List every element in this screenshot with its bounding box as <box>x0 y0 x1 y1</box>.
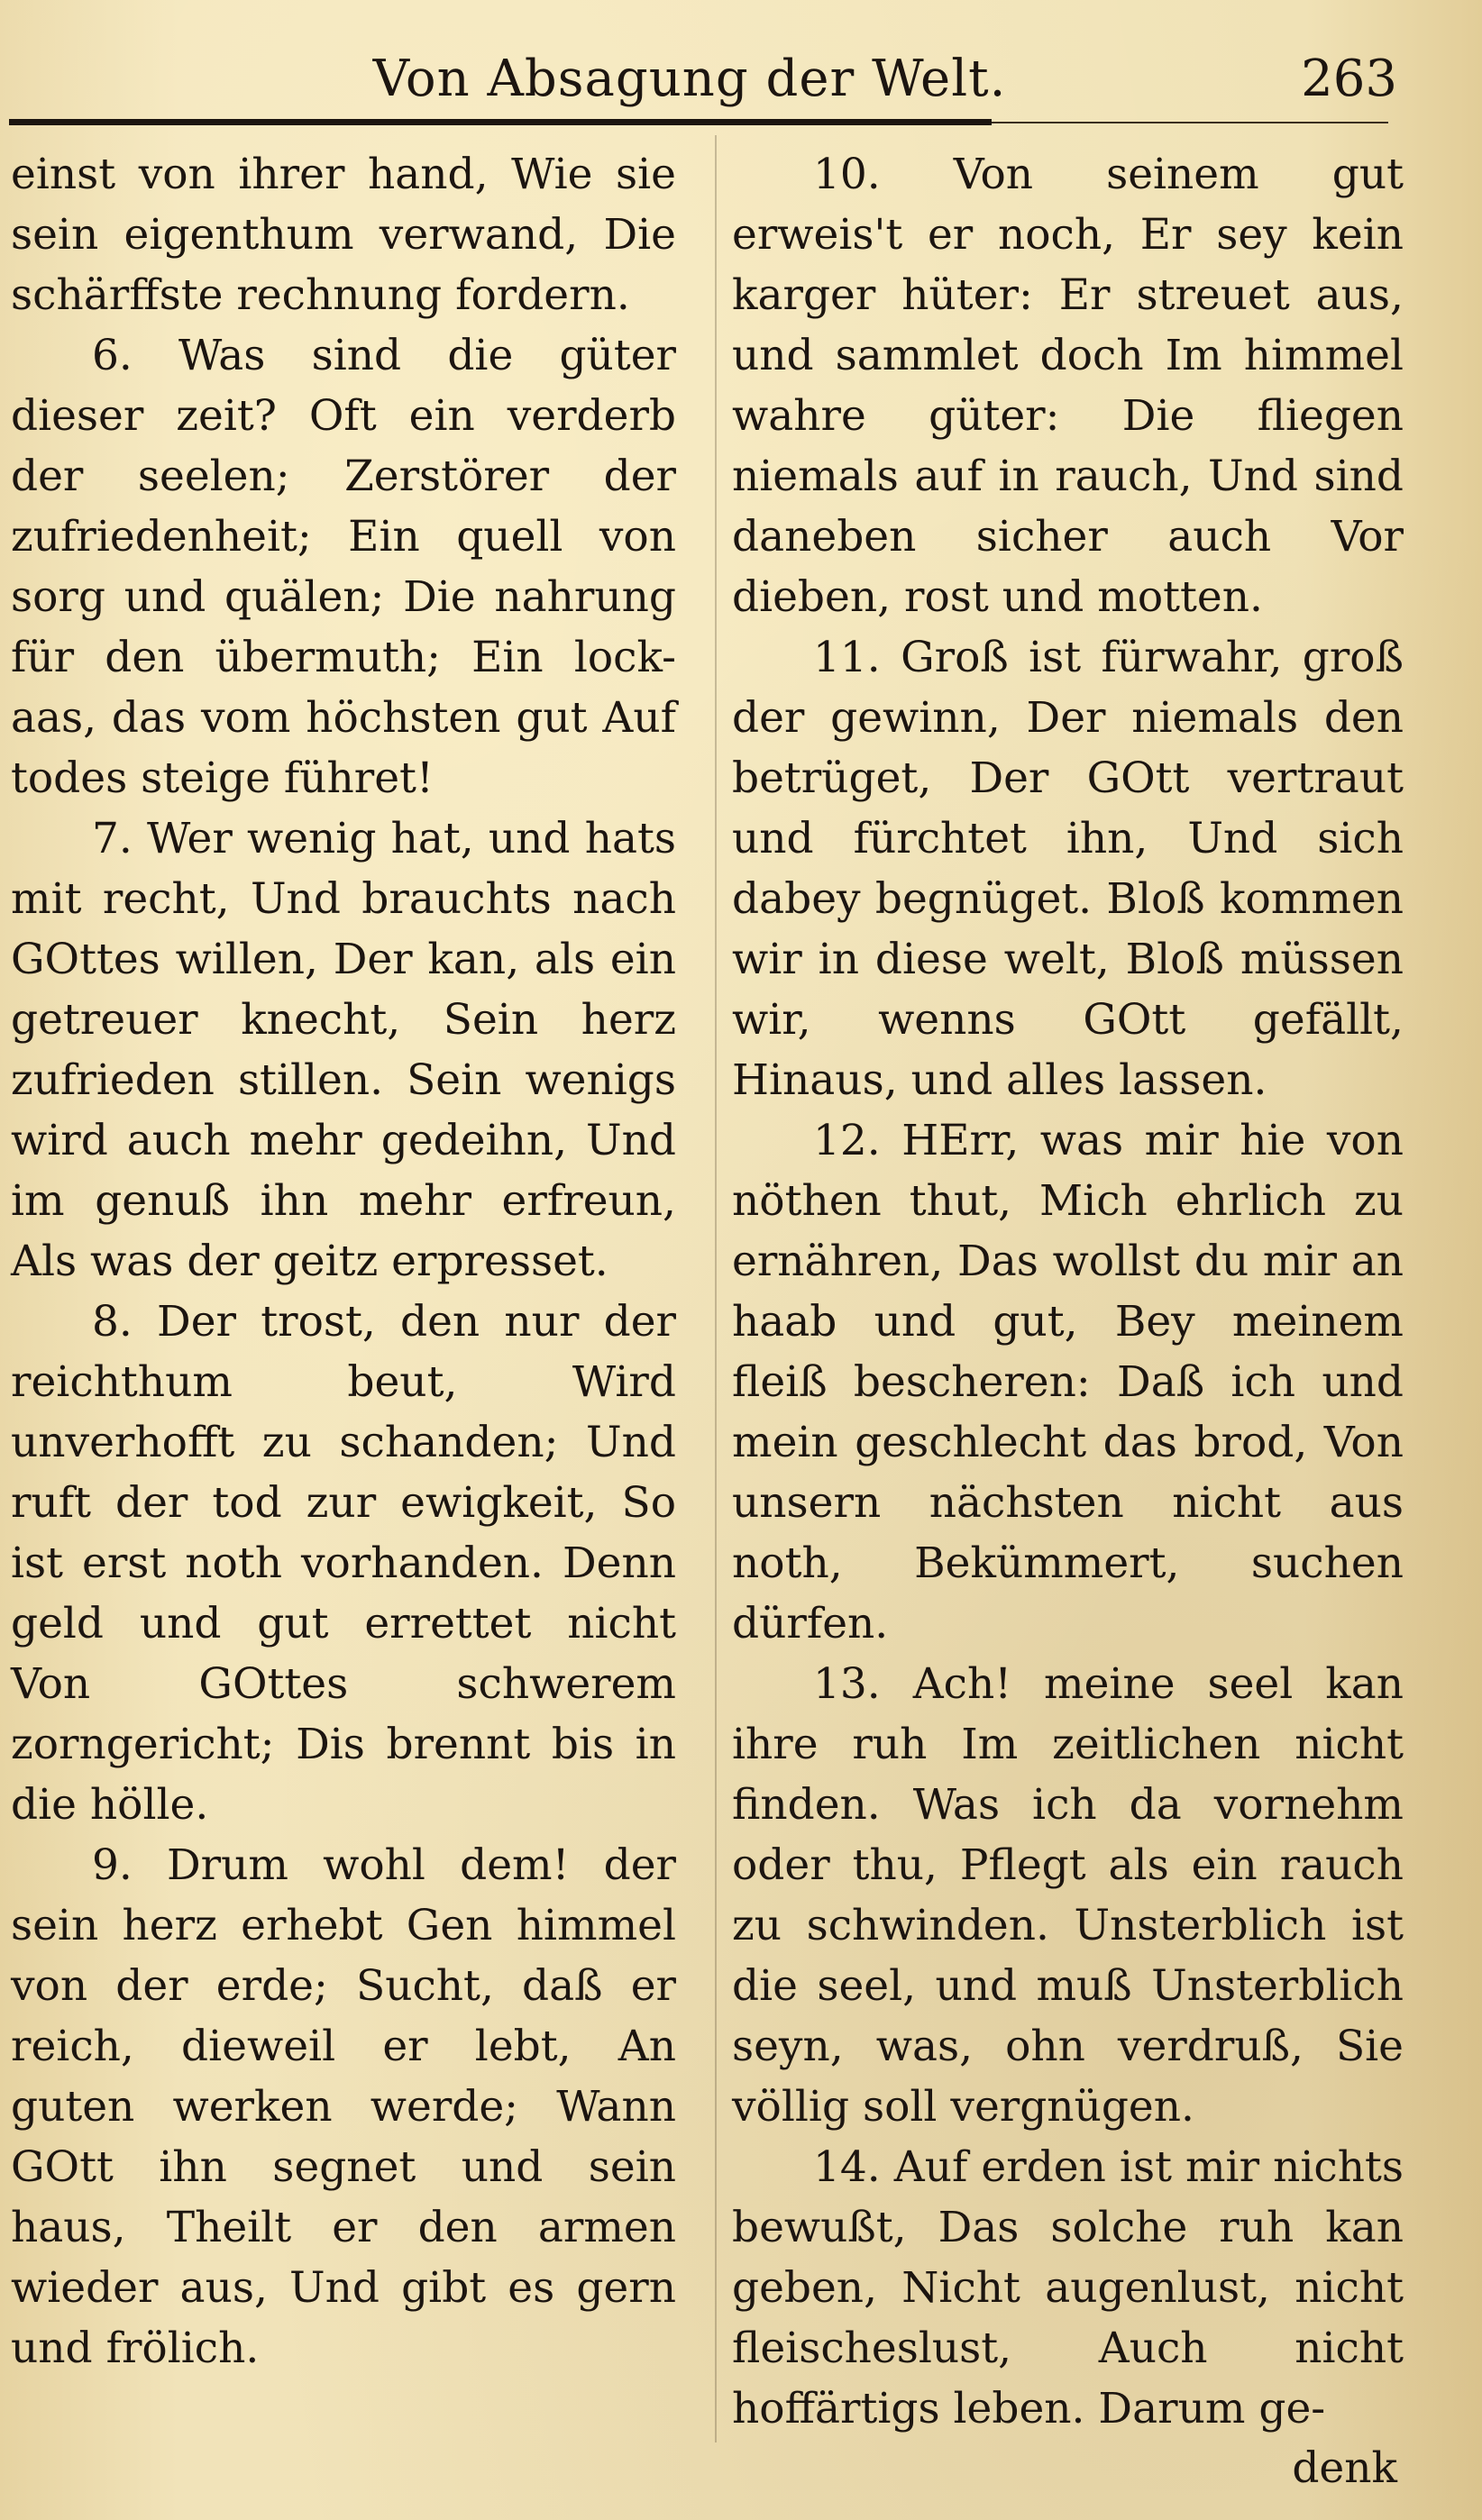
verse-11: 11. Groß ist fürwahr, groß der gewinn, Der niemals den betrüget, Der GOtt vertraut und fürchtet ihn, Und sich dabey begnüget. Bloß kommen wir in diese welt, Bloß müssen wir, wenns GOtt gefällt, Hinaus, und alles lassen. <box>732 633 1404 1105</box>
verse-12: 12. HErr, was mir hie von nöthen thut, Mich ehrlich zu ernähren, Das wollst du mir an haab und gut, Bey meinem fleiß bescheren: Daß ich und mein geschlecht das brod, Von unsern nächsten nicht aus noth, Bekümmert, suchen dürfen. <box>732 1116 1404 1648</box>
verse-10: 10. Von seinem gut erweis't er noch, Er sey kein karger hüter: Er streuet aus, und sammlet doch Im himmel wahre güter: Die fliegen niemals auf in rauch, Und sind daneben sicher auch Vor dieben, rost und motten. <box>732 150 1404 622</box>
page-number: 263 <box>1301 50 1397 108</box>
page-header <box>0 43 1482 115</box>
running-title: Von Absagung der Welt. <box>372 50 1007 108</box>
left-column <box>11 144 676 2378</box>
verse-6: 6. Was sind die güter dieser zeit? Oft ein verderb der seelen; Zerstörer der zufriedenheit; Ein quell von sorg und quälen; Die nahrung für den übermuth; Ein lock-aas, das vom höchsten gut Auf todes steige führet! <box>11 331 676 803</box>
verse-8: 8. Der trost, den nur der reichthum beut, Wird unverhofft zu schanden; Und ruft der tod zur ewigkeit, So ist erst noth vorhanden. Denn geld und gut errettet nicht Von GOttes schwerem zorngericht; Dis brennt bis in die hölle. <box>11 1297 676 1830</box>
verse-9: 9. Drum wohl dem! der sein herz erhebt Gen himmel von der erde; Sucht, daß er reich, dieweil er lebt, An guten werken werde; Wann GOtt ihn segnet und sein haus, Theilt er den armen wieder aus, Und gibt es gern und frölich. <box>11 1840 676 2373</box>
right-column <box>732 144 1404 2439</box>
verse-14: 14. Auf erden ist mir nichts bewußt, Das solche ruh kan geben, Nicht augenlust, nicht fleischeslust, Auch nicht hoffärtigs leben. Darum ge- <box>732 2142 1404 2433</box>
column-divider <box>715 135 717 2442</box>
header-rule <box>9 119 992 125</box>
verse-continuation: einst von ihrer hand, Wie sie sein eigenthum verwand, Die schärffste rechnung fordern. <box>11 150 676 320</box>
header-rule-thin <box>992 122 1388 123</box>
catchword: denk <box>1292 2443 1397 2493</box>
verse-13: 13. Ach! meine seel kan ihre ruh Im zeitlichen nicht finden. Was ich da vornehm oder thu, Pflegt als ein rauch zu schwinden. Unsterblich ist die seel, und muß Unsterblich seyn, was, ohn verdruß, Sie völlig soll vergnügen. <box>732 1659 1404 2132</box>
verse-7: 7. Wer wenig hat, und hats mit recht, Und brauchts nach GOttes willen, Der kan, als ein getreuer knecht, Sein herz zufrieden stillen. Sein wenigs wird auch mehr gedeihn, Und im genuß ihn mehr erfreun, Als was der geitz erpresset. <box>11 814 676 1286</box>
